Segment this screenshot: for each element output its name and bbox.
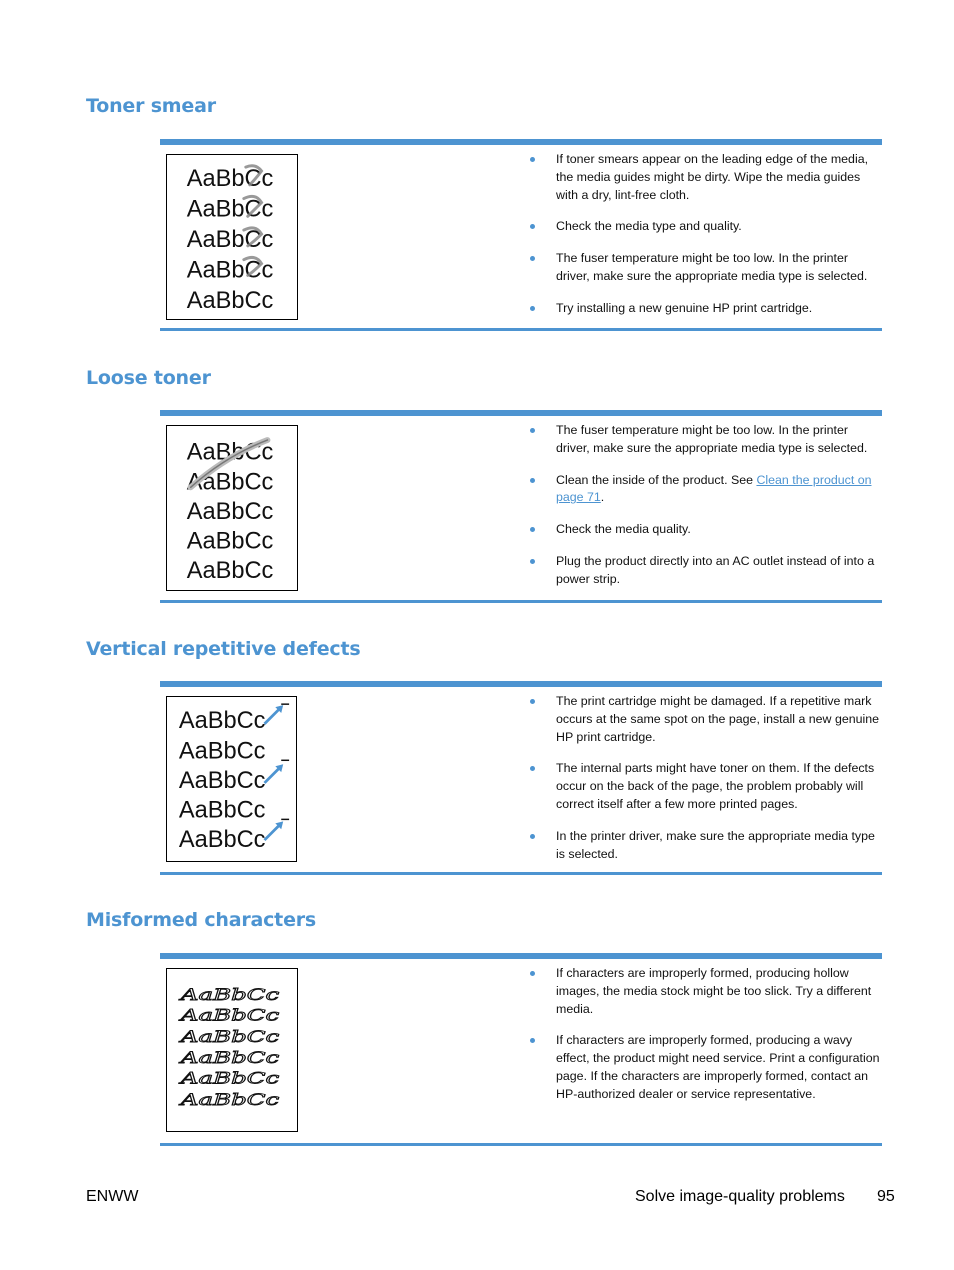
- list-item: The internal parts might have toner on them. If the defects occur on the back of the page, the problem probably will correct itself after a few more printed pages.: [528, 760, 880, 813]
- bullet-icon: [530, 834, 535, 839]
- section-vertical-repetitive-defects: [160, 681, 882, 875]
- bullet-icon: [530, 527, 535, 532]
- misformed-characters-illustration: [167, 969, 297, 1131]
- toner-smear-bullet-list: [528, 151, 880, 318]
- bullet-icon: [530, 766, 535, 771]
- bullet-icon: [530, 157, 535, 162]
- sample-line: AaBbCc: [177, 1005, 280, 1025]
- loose-toner-illustration: [167, 426, 297, 590]
- list-item: Check the media quality.: [528, 521, 880, 539]
- sample-line: AaBbCc: [186, 557, 274, 584]
- list-item: Check the media type and quality.: [528, 218, 880, 236]
- vertical-defects-bullet-list: [528, 693, 880, 863]
- sample-line: AaBbCc: [178, 738, 266, 765]
- list-item: The fuser temperature might be too low. In the printer driver, make sure the appropriate media type is selected.: [528, 250, 880, 286]
- sample-line: AaBbCc: [177, 1068, 280, 1088]
- sample-line: AaBbCc: [177, 1027, 280, 1047]
- bullet-icon: [530, 478, 535, 483]
- sample-line: AaBbCc: [186, 165, 274, 192]
- loose-toner-bullet-list: [528, 422, 880, 589]
- loose-toner-sample-image: [166, 425, 298, 591]
- misformed-characters-bullet-list: [528, 965, 880, 1104]
- bullet-icon: [530, 699, 535, 704]
- section-misformed-characters: [160, 953, 882, 1146]
- bullet-icon: [530, 428, 535, 433]
- section-loose-toner: [160, 410, 882, 603]
- misformed-characters-sample-image: [166, 968, 298, 1132]
- sample-line: AaBbCc: [177, 1047, 280, 1067]
- section-title-loose-toner: Loose toner: [86, 367, 211, 389]
- list-item: If toner smears appear on the leading edge of the media, the media guides might be dirty. Wipe the media guides with a dry, lint-free cloth.: [528, 151, 880, 204]
- footer-chapter-title: Solve image-quality problems: [635, 1188, 845, 1205]
- list-item: Plug the product directly into an AC outlet instead of into a power strip.: [528, 553, 880, 589]
- clean-the-product-link[interactable]: Clean the product on page 71: [556, 472, 872, 505]
- sample-line: AaBbCc: [177, 984, 280, 1004]
- list-item: Try installing a new genuine HP print cartridge.: [528, 300, 880, 318]
- list-item: If characters are improperly formed, producing a wavy effect, the product might need service. Print a configuration page. If the characters are improperly formed, contact an HP-authorized dealer or service representative.: [528, 1032, 880, 1103]
- defect-arrow-icons: [264, 705, 284, 841]
- sample-line: AaBbCc: [177, 1090, 280, 1110]
- sample-line: AaBbCc: [186, 226, 274, 253]
- list-item: Clean the inside of the product. See Clean the product on page 71.: [528, 472, 880, 508]
- section-title-misformed-characters: Misformed characters: [86, 909, 317, 931]
- sample-line: AaBbCc: [186, 287, 274, 314]
- sample-line: AaBbCc: [178, 707, 266, 734]
- sample-line: AaBbCc: [186, 257, 274, 284]
- bullet-icon: [530, 559, 535, 564]
- list-item: If characters are improperly formed, producing hollow images, the media stock might be too slick. Try a different media.: [528, 965, 880, 1018]
- sample-line: AaBbCc: [178, 826, 266, 853]
- footer-left-label: ENWW: [86, 1188, 139, 1205]
- sample-line: AaBbCc: [186, 439, 274, 466]
- bullet-icon: [530, 1038, 535, 1043]
- list-item: The fuser temperature might be too low. In the printer driver, make sure the appropriate media type is selected.: [528, 422, 880, 458]
- list-item: The print cartridge might be damaged. If a repetitive mark occurs at the same spot on the page, install a new genuine HP print cartridge.: [528, 693, 880, 746]
- section-toner-smear: [160, 139, 882, 331]
- vertical-defects-illustration: [167, 697, 296, 861]
- toner-smear-sample-image: [166, 154, 298, 320]
- sample-line: AaBbCc: [186, 196, 274, 223]
- sample-line: AaBbCc: [186, 528, 274, 555]
- bullet-icon: [530, 224, 535, 229]
- list-item: In the printer driver, make sure the appropriate media type is selected.: [528, 828, 880, 864]
- bullet-icon: [530, 256, 535, 261]
- sample-line: AaBbCc: [178, 767, 266, 794]
- bullet-icon: [530, 971, 535, 976]
- section-title-toner-smear: Toner smear: [86, 95, 216, 117]
- section-title-vertical-repetitive-defects: Vertical repetitive defects: [86, 638, 361, 660]
- sample-line: AaBbCc: [186, 469, 274, 496]
- sample-line: AaBbCc: [186, 498, 274, 525]
- sample-line: AaBbCc: [178, 797, 266, 824]
- toner-smear-illustration: [167, 155, 297, 319]
- footer-page-number: 95: [877, 1188, 895, 1205]
- bullet-icon: [530, 306, 535, 311]
- defect-marks: [281, 704, 289, 819]
- vertical-defects-sample-image: [166, 696, 297, 862]
